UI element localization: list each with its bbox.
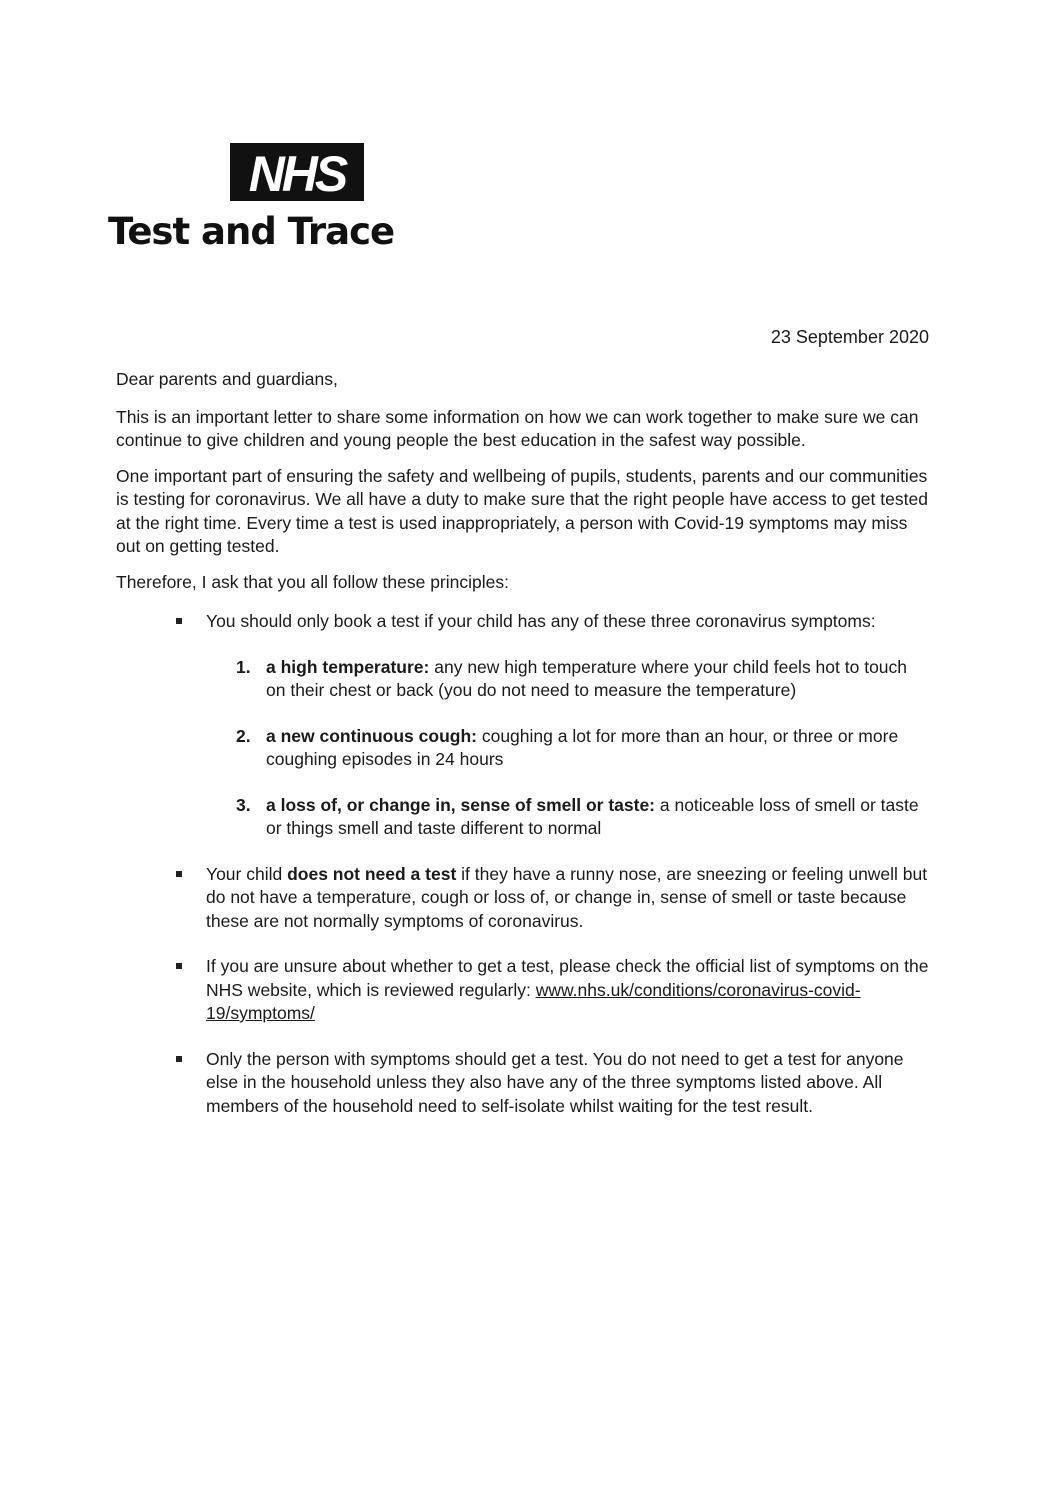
- bullet-icon: [176, 1056, 182, 1062]
- service-name: Test and Trace: [108, 210, 395, 253]
- principles-intro: Therefore, I ask that you all follow these principles:: [116, 571, 509, 592]
- symptom-item: [206, 656, 932, 703]
- symptom-description: coughing a lot for more than an hour, or three or more coughing episodes in 24 hours: [266, 725, 899, 769]
- symptom-number: 2.: [236, 725, 251, 746]
- nhs-logo: [230, 143, 364, 201]
- symptom-item: [206, 725, 932, 772]
- symptom-description: a noticeable loss of smell or taste or things smell and taste different to normal: [266, 794, 919, 838]
- principle-text: if they have a runny nose, are sneezing or feeling unwell but do not have a temperature, cough or loss of, or change in, sense of smell or taste because these are not normally symptoms of coronavirus.: [206, 863, 928, 931]
- principle-book-test: [116, 610, 932, 841]
- principle-text: Your child: [206, 863, 288, 884]
- letter-date: 23 September 2020: [770, 327, 929, 347]
- salutation: Dear parents and guardians,: [116, 369, 338, 389]
- symptom-title: a loss of, or change in, sense of smell or taste:: [266, 794, 655, 815]
- principle-text: You should only book a test if your child has any of these three coronavirus symptoms:: [206, 611, 876, 631]
- symptom-title: a high temperature:: [266, 656, 430, 677]
- nhs-symptoms-link[interactable]: www.nhs.uk/conditions/coronavirus-covid-19/symptoms/: [206, 979, 861, 1023]
- principle-only-symptomatic: [116, 1048, 932, 1119]
- paragraph-intro: This is an important letter to share some information on how we can work together to make sure we can continue to give children and young people the best education in the safest way possible.: [116, 406, 919, 450]
- principle-check-symptoms: [116, 955, 932, 1026]
- symptom-description: any new high temperature where your child feels hot to touch on their chest or back (you do not need to measure the temperature): [266, 656, 908, 700]
- principle-text: Only the person with symptoms should get a test. You do not need to get a test for anyone else in the household unless they also have any of the three symptoms listed above. All members of the household need to self-isolate whilst waiting for the test result.: [206, 1048, 904, 1116]
- principle-text: If you are unsure about whether to get a test, please check the official list of symptoms on the NHS website, which is reviewed regularly:: [206, 956, 929, 1000]
- principle-no-test: [116, 863, 932, 934]
- letter-body: [116, 368, 932, 1140]
- symptom-item: [206, 794, 932, 841]
- bullet-icon: [176, 871, 182, 877]
- symptom-number: 3.: [236, 794, 251, 815]
- nhs-logo-mark: [230, 143, 364, 201]
- paragraph-testing: One important part of ensuring the safety and wellbeing of pupils, students, parents and our communities is testing for coronavirus. We all have a duty to make sure that the right people have access to get tested at the right time. Every time a test is used inappropriately, a person with Covid-19 symptoms may miss out on getting tested.: [116, 465, 928, 556]
- principles-list: [116, 610, 932, 1118]
- symptom-number: 1.: [236, 656, 251, 677]
- principle-emphasis: does not need a test: [287, 863, 457, 884]
- bullet-icon: [176, 618, 182, 624]
- bullet-icon: [176, 963, 182, 969]
- symptoms-list: [206, 656, 932, 841]
- symptom-title: a new continuous cough:: [266, 725, 477, 746]
- svg-text:NHS: NHS: [248, 146, 346, 201]
